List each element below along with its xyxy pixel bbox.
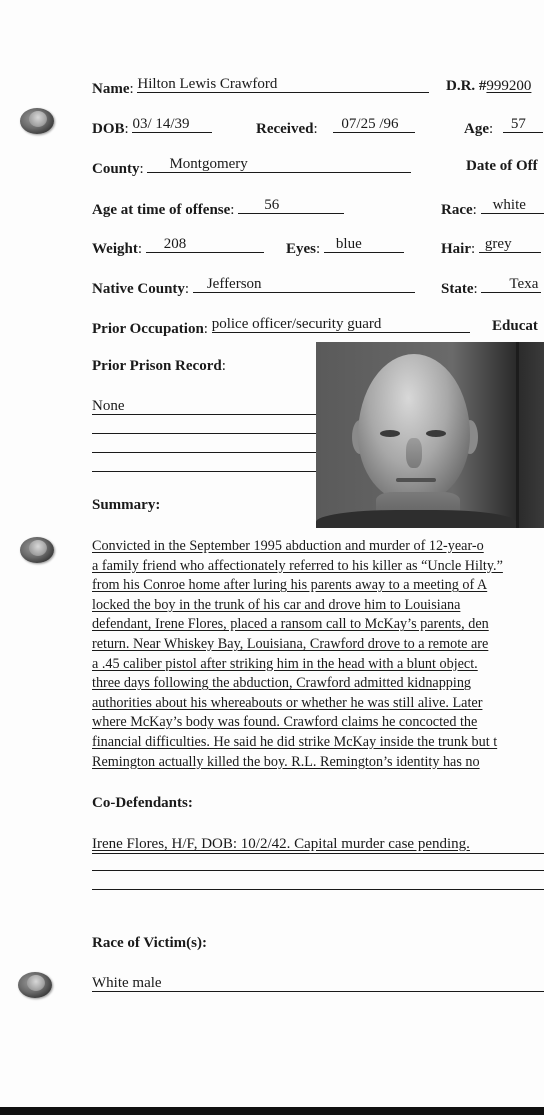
race-field: Race: white: [441, 199, 544, 219]
form-rule: [92, 452, 316, 453]
county-field: County: Montgomery: [92, 158, 411, 178]
form-rule: [92, 853, 544, 854]
summary-line: a .45 caliber pistol after striking him in the head with a blunt object.: [92, 655, 478, 672]
native-county-label: Native County: [92, 281, 185, 297]
binder-hole: [18, 972, 52, 998]
hair-value: grey: [484, 236, 512, 252]
prior-prison-value: None: [92, 398, 125, 414]
date-of-offense-field: [466, 158, 538, 175]
eyes-value: blue: [335, 236, 362, 252]
county-value: Montgomery: [169, 156, 248, 172]
native-county-value: Jefferson: [206, 276, 262, 292]
summary-line: Convicted in the September 1995 abduction and murder of 12-year-o: [92, 538, 484, 554]
prior-prison-field: Prior Prison Record:: [92, 358, 226, 374]
dr-number-label: D.R. #: [446, 78, 487, 94]
codefendants-label: Co-Defendants:: [92, 795, 193, 811]
victim-race-value: White male: [92, 975, 162, 991]
summary-line: locked the boy in the trunk of his car and drove him to Louisiana: [92, 596, 461, 613]
weight-value: 208: [163, 236, 187, 252]
eyes-field: Eyes: blue: [286, 238, 404, 258]
summary-label: Summary:: [92, 497, 161, 513]
name-label: Name: [92, 81, 130, 97]
name-value: Hilton Lewis Crawford: [137, 76, 278, 92]
date-of-offense-label: Date of Off: [466, 158, 538, 174]
form-rule: [92, 991, 544, 992]
form-rule: [92, 414, 316, 415]
age-value: 57: [510, 116, 526, 132]
scan-edge: [0, 1107, 544, 1115]
state-label: State: [441, 281, 474, 297]
weight-field: Weight: 208: [92, 238, 264, 258]
summary-line: defendant, Irene Flores, placed a ransom call to McKay’s parents, den: [92, 616, 489, 633]
race-value: white: [492, 197, 526, 213]
education-label: Educat: [492, 318, 538, 334]
form-rule: [92, 870, 544, 871]
age-at-offense-field: Age at time of offense: 56: [92, 199, 344, 219]
state-field: State: Texa: [441, 278, 541, 298]
age-label: Age: [464, 121, 489, 137]
summary-line: return. Near Whiskey Bay, Louisiana, Crawford drove to a remote are: [92, 635, 489, 652]
hair-field: Hair: grey: [441, 238, 541, 258]
prior-occupation-field: Prior Occupation: police officer/security guard: [92, 318, 470, 338]
dr-number-field: [446, 78, 531, 95]
hair-label: Hair: [441, 241, 471, 257]
received-value: 07/25 /96: [341, 116, 399, 132]
native-county-field: Native County: Jefferson: [92, 278, 415, 298]
dr-number-value: 999200: [486, 78, 532, 94]
prior-occupation-value: police officer/security guard: [211, 316, 382, 332]
dob-label: DOB: [92, 121, 125, 137]
codefendants-field: [92, 836, 544, 853]
summary-line: where McKay’s body was found. Crawford claims he concocted the: [92, 714, 478, 731]
received-field: Received: 07/25 /96: [256, 118, 415, 138]
received-label: Received: [256, 121, 314, 137]
race-label: Race: [441, 202, 473, 218]
summary-line: authorities about his whereabouts or whether he was still alive. Later: [92, 694, 483, 711]
education-field: [492, 318, 538, 335]
summary-line: from his Conroe home after luring his parents away to a meeting of A: [92, 577, 488, 594]
eyes-label: Eyes: [286, 241, 316, 257]
prior-prison-label: Prior Prison Record: [92, 358, 222, 374]
summary-text: [92, 537, 544, 772]
inmate-photo: [316, 342, 544, 528]
summary-line: Remington actually killed the boy. R.L. Remington’s identity has no: [92, 753, 480, 770]
age-at-offense-label: Age at time of offense: [92, 202, 231, 218]
county-label: County: [92, 161, 140, 177]
age-at-offense-value: 56: [264, 197, 280, 213]
dob-field: DOB: 03/ 14/39: [92, 118, 212, 138]
binder-hole: [20, 537, 54, 563]
summary-line: financial difficulties. He said he did strike McKay inside the trunk but t: [92, 733, 498, 750]
name-field: Name: Hilton Lewis Crawford: [92, 78, 429, 98]
codefendants-value: Irene Flores, H/F, DOB: 10/2/42. Capital murder case pending.: [92, 836, 470, 852]
form-rule: [92, 471, 316, 472]
victim-race-label: Race of Victim(s):: [92, 935, 207, 951]
summary-line: three days following the abduction, Crawford admitted kidnapping: [92, 675, 472, 692]
prior-occupation-label: Prior Occupation: [92, 321, 204, 337]
state-value: Texa: [509, 276, 539, 292]
weight-label: Weight: [92, 241, 138, 257]
form-rule: [92, 433, 316, 434]
summary-line: a family friend who affectionately referred to his killer as “Uncle Hilty.”: [92, 557, 503, 574]
form-rule: [92, 889, 544, 890]
age-field: Age: 57: [464, 118, 543, 138]
dob-value: 03/ 14/39: [132, 116, 190, 132]
binder-hole: [20, 108, 54, 134]
